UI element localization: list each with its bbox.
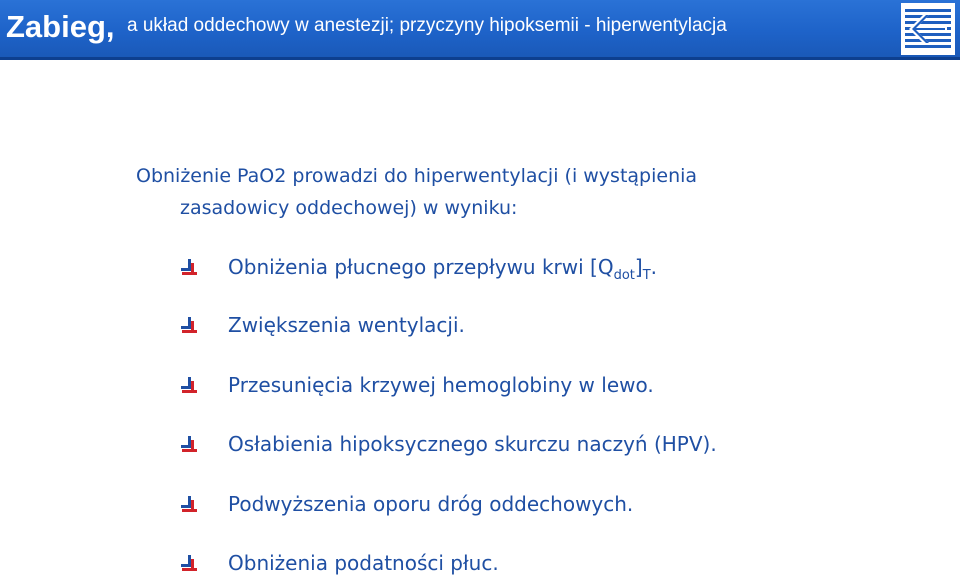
bullet-text: Zwiększenia wentylacji.	[228, 313, 465, 337]
header-title: Zabieg,	[6, 9, 115, 44]
square-bullet-icon	[180, 259, 198, 277]
subscript-dot: dot	[613, 268, 635, 283]
square-bullet-icon	[180, 555, 198, 573]
square-bullet-icon	[180, 377, 198, 395]
bracket-close: ]	[634, 255, 643, 279]
intro-line-1: Obniżenie PaO2 prowadzi do hiperwentylacji (i wystąpienia	[136, 165, 698, 187]
bullet-text: Osłabienia hipoksycznego skurczu naczyń (HPV).	[228, 432, 717, 456]
bullet-text: Obniżenia podatności płuc.	[228, 551, 499, 575]
square-bullet-icon	[180, 436, 198, 454]
bullet-text	[228, 255, 657, 283]
header-subtitle: a układ oddechowy w anestezji; przyczyny hipoksemii - hiperwentylacja	[127, 15, 727, 36]
square-bullet-icon	[180, 317, 198, 335]
bullet-text-main: Obniżenia płucnego przepływu krwi [Q	[228, 255, 614, 279]
square-bullet-icon	[180, 496, 198, 514]
bullet-text: Przesunięcia krzywej hemoglobiny w lewo.	[228, 373, 654, 397]
intro-line-2: zasadowicy oddechowej) w wyniku:	[180, 197, 518, 219]
bullet-text: Podwyższenia oporu dróg oddechowych.	[228, 492, 634, 516]
bullet-period: .	[650, 255, 658, 279]
subscript-t: T	[642, 268, 651, 283]
